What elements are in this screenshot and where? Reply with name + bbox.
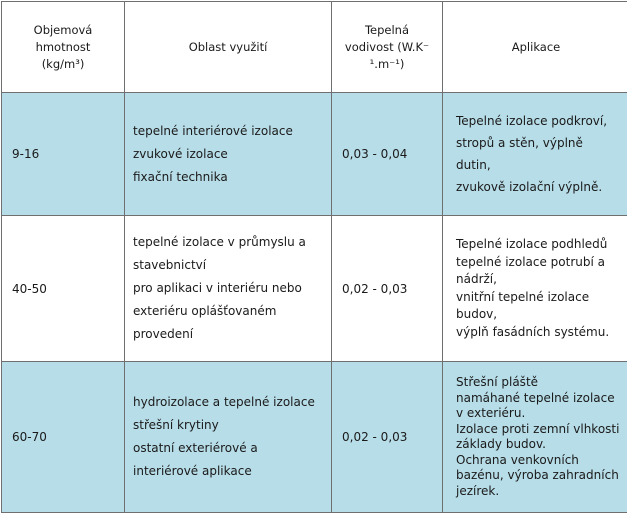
area-line: tepelné interiérové izolace	[133, 123, 293, 138]
area-line: fixační technika	[133, 169, 228, 184]
header-conductivity-line: ¹.m⁻¹)	[369, 56, 405, 71]
header-row	[2, 2, 627, 93]
application-line: jezírek.	[456, 483, 500, 498]
application-line: v exteriéru.	[456, 406, 526, 420]
application-line: namáhané tepelné izolace	[456, 390, 615, 405]
header-conductivity-line: vodivost (W.K⁻	[344, 39, 430, 54]
header-density	[2, 2, 125, 93]
application-line: nádrží,	[456, 272, 497, 286]
application-line: dutin,	[456, 158, 491, 172]
density-cell: 9-16	[2, 93, 125, 216]
application-line: vnitřní tepelné izolace	[456, 289, 590, 304]
application-line: zvukově izolační výplně.	[456, 180, 603, 194]
area-line: ostatní exteriérové a	[133, 441, 258, 455]
table-row	[2, 93, 627, 216]
area-cell	[125, 362, 332, 513]
application-line: Izolace proti zemní vlhkosti	[456, 421, 620, 436]
density-cell: 60-70	[2, 362, 125, 513]
header-conductivity-line: Tepelná	[364, 22, 410, 37]
area-line: střešní krytiny	[133, 418, 219, 432]
conductivity-cell: 0,02 - 0,03	[332, 216, 443, 362]
header-area: Oblast využití	[125, 2, 332, 93]
header-conductivity	[332, 2, 443, 93]
conductivity-cell: 0,02 - 0,03	[332, 362, 443, 513]
table-row	[2, 216, 627, 362]
header-density-line: (kg/m³)	[41, 56, 85, 71]
area-line: pro aplikaci v interiéru nebo	[133, 281, 302, 295]
header-density-line: hmotnost	[35, 39, 91, 54]
application-line: Ochrana venkovních	[456, 452, 579, 467]
application-cell	[443, 93, 627, 216]
application-line: tepelné izolace potrubí a	[456, 254, 606, 269]
insulation-table	[1, 1, 627, 513]
header-application: Aplikace	[443, 2, 627, 93]
application-line: bazénu, výroba zahradních	[456, 468, 619, 482]
application-line: stropů a stěn, výplně	[456, 136, 583, 150]
application-line: Tepelné izolace podhledů	[456, 237, 608, 251]
area-line: stavebnictví	[133, 258, 207, 272]
area-cell	[125, 93, 332, 216]
table-row	[2, 362, 627, 513]
header-density-line: Objemová	[33, 22, 93, 37]
area-line: provedení	[133, 327, 194, 341]
conductivity-cell: 0,03 - 0,04	[332, 93, 443, 216]
area-line: hydroizolace a tepelné izolace	[133, 395, 315, 409]
application-line: Tepelné izolace podkroví,	[456, 114, 608, 128]
area-line: tepelné izolace v průmyslu a	[133, 235, 306, 249]
area-line: interiérové aplikace	[133, 464, 252, 478]
application-line: výplň fasádních systému.	[456, 324, 610, 339]
application-cell	[443, 216, 627, 362]
area-line: zvukové izolace	[133, 146, 228, 161]
area-line: exteriéru oplášťovaném	[133, 304, 277, 318]
application-line: Střešní pláště	[456, 375, 539, 389]
application-line: základy budov.	[456, 437, 546, 451]
application-line: budov,	[456, 307, 498, 321]
density-cell: 40-50	[2, 216, 125, 362]
area-cell	[125, 216, 332, 362]
application-cell	[443, 362, 627, 513]
